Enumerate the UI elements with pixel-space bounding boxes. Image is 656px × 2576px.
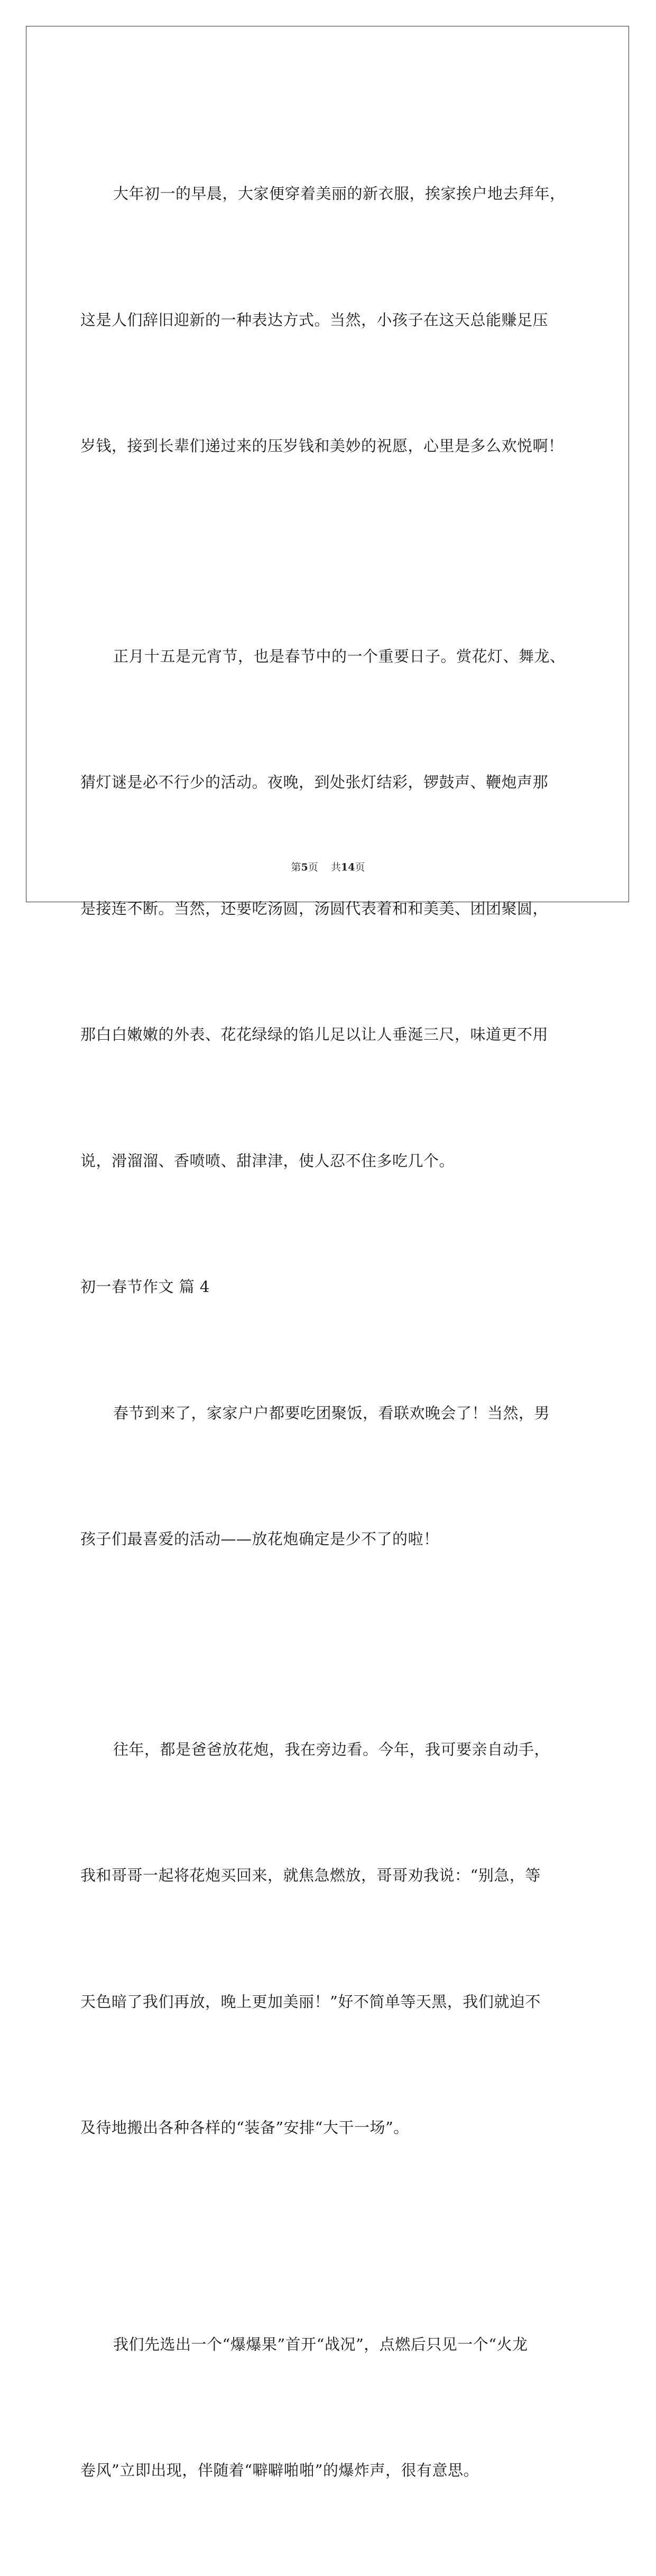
text-line: 大年初一的早晨，大家便穿着美丽的新衣服，挨家挨户地去拜年，: [113, 185, 566, 203]
section-heading: 初一春节作文 篇 4: [80, 1278, 210, 1296]
text-line: 天色暗了我们再放，晚上更加美丽！”好不简单等天黑，我们就迫不: [80, 1992, 541, 2011]
text-line: 春节到来了，家家户户都要吃团聚饭，看联欢晚会了！当然，男: [113, 1404, 550, 1422]
footer-total-prefix: 共: [330, 861, 341, 873]
text-line: 孩子们最喜爱的活动——放花炮确定是少不了的啦！: [80, 1530, 439, 1548]
text-line: 我们先选出一个“爆爆果”首开“战况”，点燃后只见一个“火龙: [113, 2335, 528, 2353]
text-line: 岁钱，接到长辈们递过来的压岁钱和美妙的祝愿，心里是多么欢悦啊！: [80, 437, 564, 455]
paragraph: [80, 2240, 577, 2576]
footer-total-suffix: 页: [355, 861, 365, 873]
text-line: 猜灯谜是必不行少的活动。夜晚，到处张灯结彩，锣鼓声、鞭炮声那: [80, 773, 549, 791]
text-line: 及待地搬出各种各样的“装备”安排“大干一场”。: [80, 2119, 409, 2137]
text-line: 正月十五是元宵节，也是春节中的一个重要日子。赏花灯、舞龙、: [113, 647, 566, 665]
text-line: 是接连不断。当然，还要吃汤圆，汤圆代表着和和美美、团团聚圆，: [80, 899, 549, 918]
text-line: 往年，都是爸爸放花炮，我在旁边看。今年，我可要亲自动手，: [113, 1740, 550, 1758]
paragraph: [80, 1308, 577, 1645]
page-footer: [0, 859, 656, 874]
footer-prefix: 第: [291, 861, 301, 873]
page-number: 5: [301, 861, 308, 873]
text-line: 那白白嫩嫩的外表、花花绿绿的馅儿足以让人垂涎三尺，味道更不用: [80, 1025, 549, 1043]
text-line: 说，滑溜溜、香喷喷、甜津津，使人忍不住多吃几个。: [80, 1151, 455, 1170]
text-line: 这是人们辞旧迎新的一种表达方式。当然，小孩子在这天总能赚足压: [80, 310, 549, 329]
paragraph: [80, 89, 577, 552]
footer-page-suffix: 页: [308, 861, 318, 873]
document-body: [80, 89, 577, 2576]
text-line: 卷风”立即出现，伴随着“噼噼啪啪”的爆炸声，很有意思。: [80, 2461, 479, 2479]
paragraph: [80, 1645, 577, 2233]
text-line: 我和哥哥一起将花炮买回来，就焦急燃放，哥哥劝我说：“别急，等: [80, 1866, 541, 1884]
paragraph: [80, 552, 577, 1267]
total-pages: 14: [340, 861, 355, 873]
